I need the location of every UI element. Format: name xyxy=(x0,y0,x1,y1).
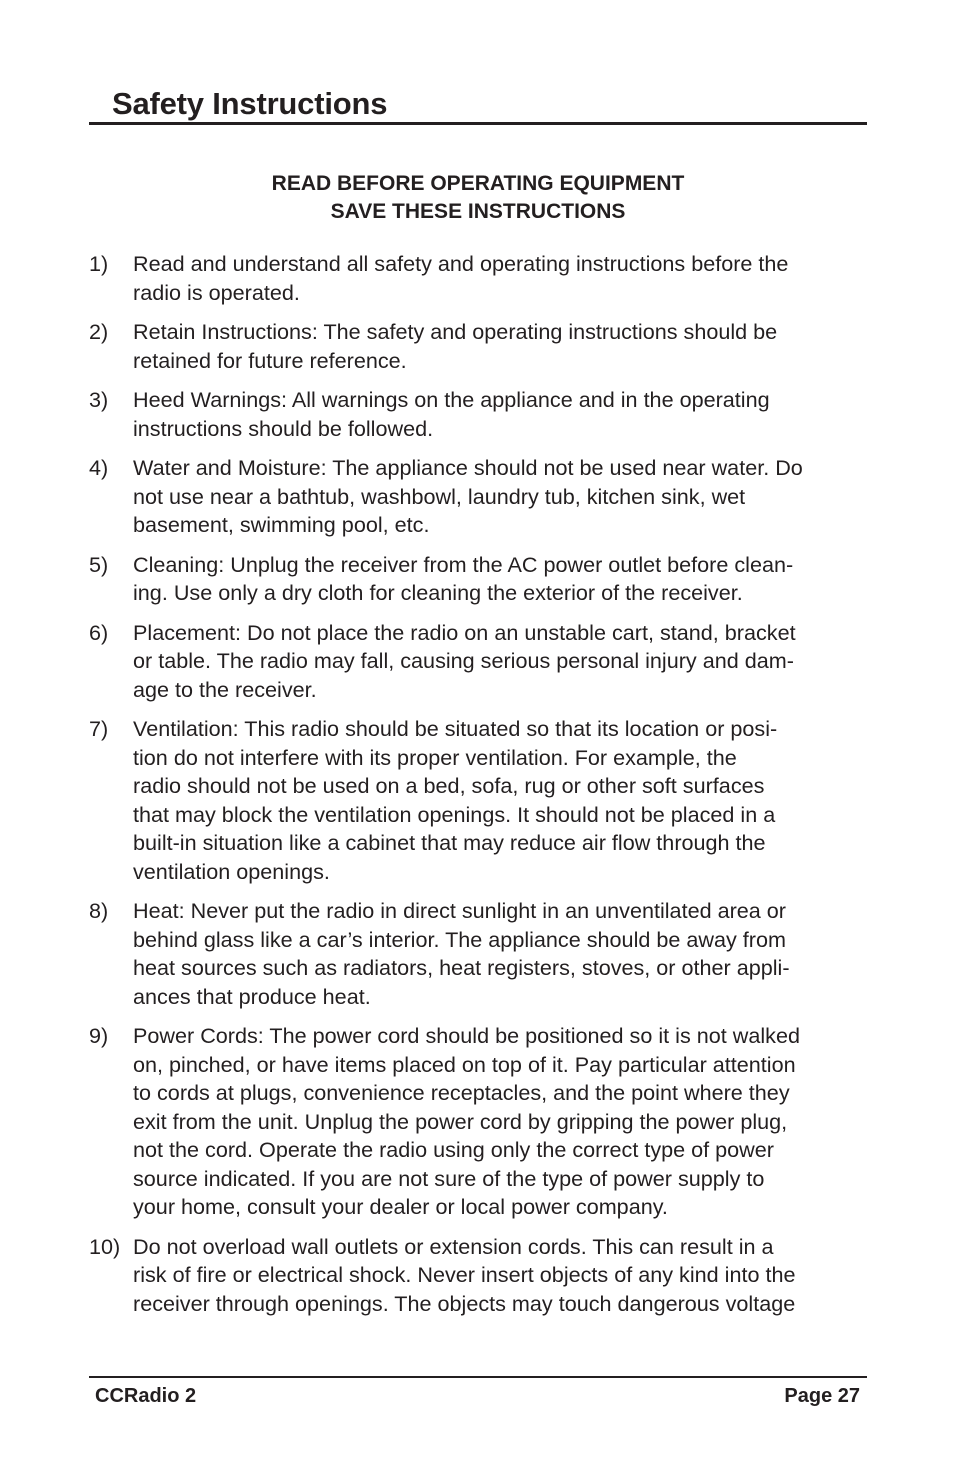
instruction-line: Do not overload wall outlets or extension cords. This can result in a xyxy=(133,1233,774,1259)
instruction-line: retained for future reference. xyxy=(133,347,407,373)
instruction-number: 7) xyxy=(89,716,109,741)
instruction-line: Read and understand all safety and operating instructions before the xyxy=(133,251,789,276)
instruction-line: built-in situation like a cabinet that may reduce air flow through the xyxy=(133,830,766,855)
footer-product-name: CCRadio 2 xyxy=(95,1385,197,1407)
instruction-item xyxy=(89,897,874,1011)
safety-instructions-list xyxy=(89,250,874,1329)
instruction-line: age to the receiver. xyxy=(133,676,317,702)
instruction-line: basement, swimming pool, etc. xyxy=(133,512,430,537)
instruction-line: Water and Moisture: The appliance should not be used near water. Do xyxy=(133,455,803,480)
page-title: Safety Instructions xyxy=(112,86,388,121)
instruction-item xyxy=(89,1022,874,1222)
instruction-line: your home, consult your dealer or local power company. xyxy=(133,1194,668,1219)
instruction-text xyxy=(133,1233,874,1319)
instruction-text xyxy=(133,619,874,705)
instruction-text xyxy=(133,454,874,540)
instruction-line: Retain Instructions: The safety and operating instructions should be xyxy=(133,319,778,344)
instruction-number: 10) xyxy=(89,1233,121,1259)
instruction-item xyxy=(89,1233,874,1319)
instruction-line: tion do not interfere with its proper ventilation. For example, the xyxy=(133,744,737,770)
instruction-line: heat sources such as radiators, heat registers, stoves, or other appli- xyxy=(133,955,790,980)
instruction-line: Heat: Never put the radio in direct sunlight in an unventilated area or xyxy=(133,898,787,923)
instruction-text xyxy=(133,250,874,307)
instruction-text xyxy=(133,715,874,886)
instruction-item xyxy=(89,386,874,443)
safety-notice xyxy=(89,170,867,226)
instruction-line: source indicated. If you are not sure of the type of power supply to xyxy=(133,1165,765,1191)
instruction-item xyxy=(89,715,874,886)
instruction-line: that may block the ventilation openings. It should not be placed in a xyxy=(133,801,776,827)
title-divider xyxy=(89,122,867,125)
instruction-item xyxy=(89,250,874,307)
instruction-item xyxy=(89,619,874,705)
instruction-line: ing. Use only a dry cloth for cleaning the exterior of the receiver. xyxy=(133,580,743,605)
instruction-line: to cords at plugs, convenience receptacles, and the point where they xyxy=(133,1080,790,1105)
instruction-line: on, pinched, or have items placed on top of it. Pay particular attention xyxy=(133,1051,796,1077)
instruction-text xyxy=(133,551,874,608)
instruction-text xyxy=(133,1022,874,1222)
instruction-text xyxy=(133,318,874,375)
instruction-line: risk of fire or electrical shock. Never insert objects of any kind into the xyxy=(133,1262,796,1287)
instruction-line: radio is operated. xyxy=(133,279,300,305)
instruction-line: Heed Warnings: All warnings on the appliance and in the operating xyxy=(133,387,770,412)
instruction-line: receiver through openings. The objects may touch dangerous voltage xyxy=(133,1290,796,1316)
instruction-line: or table. The radio may fall, causing serious personal injury and dam- xyxy=(133,648,794,673)
instruction-number: 5) xyxy=(89,551,109,577)
instruction-line: Ventilation: This radio should be situated so that its location or posi- xyxy=(133,716,778,741)
footer-page-number: Page 27 xyxy=(784,1385,860,1407)
instruction-number: 4) xyxy=(89,455,109,480)
footer-divider xyxy=(89,1376,867,1378)
instruction-line: exit from the unit. Unplug the power cord by gripping the power plug, xyxy=(133,1108,788,1134)
instruction-line: instructions should be followed. xyxy=(133,415,434,441)
instruction-number: 9) xyxy=(89,1023,109,1048)
instruction-line: ventilation openings. xyxy=(133,858,330,884)
instruction-line: Cleaning: Unplug the receiver from the AC power outlet before clean- xyxy=(133,551,794,577)
instruction-text xyxy=(133,386,874,443)
instruction-item xyxy=(89,318,874,375)
instruction-number: 2) xyxy=(89,319,109,344)
instruction-line: not use near a bathtub, washbowl, laundry tub, kitchen sink, wet xyxy=(133,483,746,509)
instruction-item xyxy=(89,551,874,608)
instruction-line: not the cord. Operate the radio using only the correct type of power xyxy=(133,1137,774,1162)
instruction-item xyxy=(89,454,874,540)
instruction-number: 3) xyxy=(89,387,109,412)
instruction-number: 1) xyxy=(89,251,109,276)
instruction-line: behind glass like a car’s interior. The appliance should be away from xyxy=(133,926,786,952)
instruction-line: Power Cords: The power cord should be positioned so it is not walked xyxy=(133,1023,800,1048)
instruction-line: Placement: Do not place the radio on an unstable cart, stand, bracket xyxy=(133,619,796,645)
instruction-number: 8) xyxy=(89,898,109,923)
instruction-line: radio should not be used on a bed, sofa, rug or other soft surfaces xyxy=(133,773,765,798)
instruction-text xyxy=(133,897,874,1011)
notice-line-read-before: READ BEFORE OPERATING EQUIPMENT xyxy=(271,172,685,195)
instruction-line: ances that produce heat. xyxy=(133,983,371,1009)
notice-line-save-instructions: SAVE THESE INSTRUCTIONS xyxy=(330,200,626,223)
instruction-number: 6) xyxy=(89,619,109,645)
